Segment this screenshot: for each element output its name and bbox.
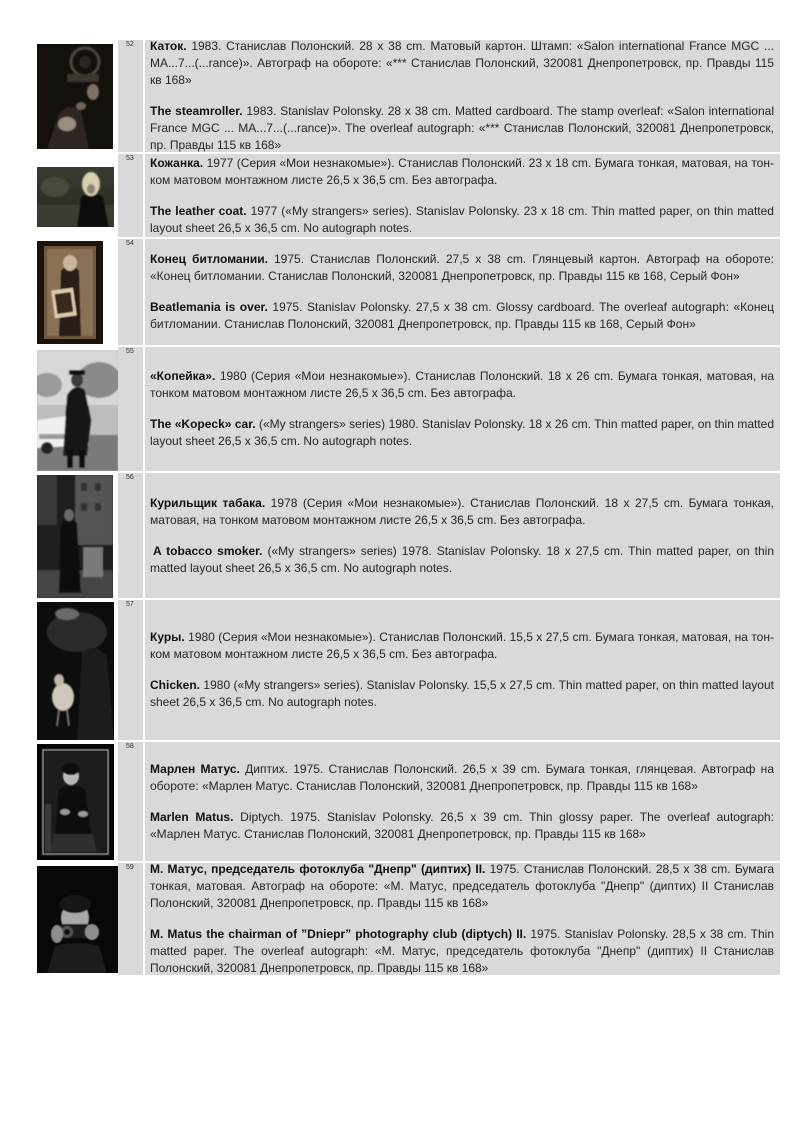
entry-description	[145, 239, 780, 345]
description-en	[150, 926, 774, 977]
description-en	[150, 103, 774, 154]
catalog-entry-54	[0, 239, 800, 345]
description-en	[150, 203, 774, 237]
details-en: 1977 («My strangers» series). Stanislav Polonsky. 23 x 18 cm. Thin matted paper, on thin matted layout sheet 26,5 x 36,5 cm. No autograph notes.	[150, 203, 774, 235]
entry-description	[145, 600, 780, 740]
description-ru	[150, 629, 774, 663]
title-ru: Куры.	[150, 630, 185, 644]
entry-description	[145, 40, 780, 152]
catalog-entry-58	[0, 742, 800, 861]
details-ru: Диптих. 1975. Станислав Полонский. 26,5 x 39 cm. Бумага тонкая, глянцевая. Автограф на обороте: «Марлен Матус. Станислав Полонский, 320081 Днепропетровск, пр. Правды 115 кв 168»	[150, 761, 774, 793]
entry-number-cell	[118, 600, 143, 740]
title-ru: Курильщик табака.	[150, 495, 266, 510]
description-en	[150, 677, 774, 711]
details-en: («My strangers» series) 1978. Stanislav Polonsky. 18 x 27,5 cm. Thin matted paper, on thin matted layout sheet 26,5 x 36,5 cm. No autograph notes.	[150, 543, 774, 575]
entry-number: 58	[126, 743, 134, 750]
title-en: The steamroller.	[150, 104, 243, 118]
details-ru: 1975. Станислав Полонский. 27,5 x 38 cm. Глянцевый картон. Автограф на обороте: «Конец битломании. Станислав Полонский, 320081 Днепропетровск, пр. Правды 115 кв 168, Серый Фон»	[150, 252, 774, 283]
title-ru: Каток.	[150, 39, 187, 53]
catalog-entry-56	[0, 473, 800, 598]
description-en	[150, 809, 774, 843]
entry-number-cell	[118, 40, 143, 152]
entry-number-cell	[118, 347, 143, 471]
title-ru: Марлен Матус.	[150, 761, 240, 776]
entry-number-cell	[118, 239, 143, 345]
details-en: («My strangers» series) 1980. Stanislav Polonsky. 18 x 26 cm. Thin matted paper, on thin matted layout sheet 26,5 x 36,5 cm. No autograph notes.	[150, 417, 775, 448]
description-ru	[150, 495, 774, 529]
description-ru	[150, 861, 774, 912]
entry-number-cell	[118, 473, 143, 598]
catalog-entry-59	[0, 863, 800, 975]
description-en	[150, 416, 774, 450]
title-ru: «Копейка».	[150, 369, 216, 383]
photo-steamroller	[37, 44, 113, 149]
entry-number-cell	[118, 863, 143, 975]
entry-number: 52	[126, 41, 134, 48]
photo-beatlemania-is-over	[37, 241, 103, 344]
photo-m-matus-chairman	[37, 866, 118, 973]
details-ru: 1980 (Серия «Мои незнакомые»). Станислав Полонский. 18 x 26 cm. Бумага тонкая, матовая, на тонком матовом монтажном листе 26,5 x 36,5 cm. Без автографа.	[150, 369, 774, 400]
details-en: 1980 («My strangers» series). Stanislav Polonsky. 15,5 x 27,5 cm. Thin matted paper, on thin matted layout sheet 26,5 x 36,5 cm. No autograph notes.	[150, 678, 774, 709]
entry-description	[145, 473, 780, 598]
details-ru: 1980 (Серия «Мои незнакомые»). Станислав Полонский. 15,5 x 27,5 cm. Бумага тонкая, матовая, на тонком матовом монтажном листе 26,5 x 36,5 cm. Без автографа.	[150, 630, 774, 661]
description-en	[150, 543, 774, 577]
title-en: M. Matus the chairman of ”Dniepr” photography club (diptych) II.	[150, 927, 527, 941]
entry-number: 54	[126, 240, 134, 247]
photo-chicken	[37, 602, 114, 740]
entry-description	[145, 742, 780, 861]
description-ru	[150, 155, 774, 189]
title-en: Chicken.	[150, 678, 201, 692]
description-ru	[150, 761, 774, 795]
entry-number-cell	[118, 742, 143, 861]
title-en: Marlen Matus.	[150, 809, 234, 824]
title-ru: Кожанка.	[150, 155, 204, 170]
catalog-entry-52	[0, 40, 800, 152]
details-en: 1983. Stanislav Polonsky. 28 x 38 cm. Matted cardboard. The stamp overleaf: «Salon international France MGC ... MA...7...(...rance)». The overleaf autograph: «*** Станислав Полонский, 320081 Днепропетровск, пр. Правды 115 кв 168»	[150, 104, 774, 152]
description-ru	[150, 251, 774, 285]
details-ru: 1975. Станислав Полонский. 28,5 x 38 cm. Бумага тонкая, матовая. Автограф на обороте: «М. Матус, председатель фотоклуба "Днепр" (диптих) II Станислав Полонский, 320081 Днепропетровск, пр. Правды 115 кв 168»	[150, 862, 775, 910]
entry-description	[145, 863, 780, 975]
entry-number: 57	[126, 601, 134, 608]
description-ru	[150, 38, 774, 89]
entry-number-cell	[118, 154, 143, 237]
details-en: 1975. Stanislav Polonsky. 27,5 x 38 cm. Glossy cardboard. The overleaf autograph: «Конец битломании. Станислав Полонский, 320081 Днепропетровск, пр. Правды 115 кв 168, Серый Фон»	[150, 300, 774, 331]
photo-marlen-matus	[37, 744, 114, 860]
catalog-entry-55	[0, 347, 800, 471]
description-en	[150, 299, 774, 333]
details-en: 1975. Stanislav Polonsky. 28,5 x 38 cm. Thin matted paper. The overleaf autograph: «М. Матус, председатель фотоклуба "Днепр" (диптих) II Станислав Полонский, 320081 Днепропетровск, пр. Правды 115 кв 168»	[150, 927, 775, 975]
title-en: The «Kopeck» car.	[150, 417, 256, 431]
title-en: A tobacco smoker.	[153, 543, 263, 558]
entry-number: 56	[126, 474, 134, 481]
entry-description	[145, 154, 780, 237]
entry-number: 53	[126, 155, 134, 162]
photo-tobacco-smoker	[37, 475, 113, 598]
title-en: Beatlemania is over.	[150, 300, 268, 314]
details-ru: 1983. Станислав Полонский. 28 x 38 cm. Матовый картон. Штамп: «Salon international France MGC ... MA...7...(...rance)». Автограф на обороте: «*** Станислав Полонский, 320081 Днепропетровск, пр. Правды 115 кв 168»	[150, 39, 774, 87]
title-en: The leather coat.	[150, 203, 247, 218]
photo-leather-coat	[37, 167, 114, 227]
entry-number: 55	[126, 348, 134, 355]
entry-number: 59	[126, 864, 134, 871]
title-ru: М. Матус, председатель фотоклуба "Днепр" (диптих) II.	[150, 862, 486, 876]
title-ru: Конец битломании.	[150, 252, 268, 266]
catalog-entry-57	[0, 600, 800, 740]
description-ru	[150, 368, 774, 402]
catalog-entry-53	[0, 154, 800, 237]
entry-description	[145, 347, 780, 471]
details-ru: 1978 (Серия «Мои незнакомые»). Станислав Полонский. 18 x 27,5 cm. Бумага тонкая, матовая, на тонком матовом монтажном листе 26,5 x 36,5 cm. Без автографа.	[150, 495, 775, 527]
details-ru: 1977 (Серия «Мои незнакомые»). Станислав Полонский. 23 x 18 cm. Бумага тонкая, матовая, на тонком матовом монтажном листе 26,5 x 36,5 cm. Без автографа.	[150, 155, 774, 187]
photo-kopeck-car	[37, 350, 118, 471]
details-en: Diptych. 1975. Stanislav Polonsky. 26,5 x 39 cm. Thin glossy paper. The overleaf autograph: «Марлен Матус. Станислав Полонский, 320081 Днепропетровск, пр. Правды 115 кв 168»	[150, 809, 775, 841]
